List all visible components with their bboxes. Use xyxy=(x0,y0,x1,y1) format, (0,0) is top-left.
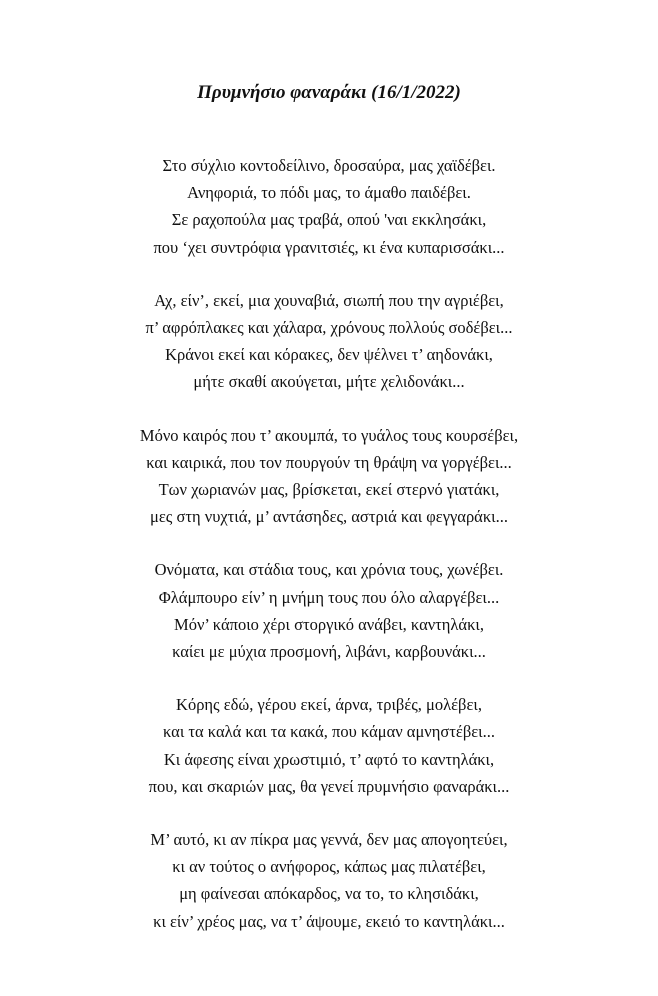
poem-line: και καιρικά, που τον πουργούν τη θράψη να γοργέβει... xyxy=(146,452,512,472)
poem-line: Κράνοι εκεί και κόρακες, δεν ψέλνει τ’ αηδονάκι, xyxy=(165,345,493,365)
poem-title: Πρυμνήσιο φαναράκι (16/1/2022) xyxy=(197,82,461,103)
stanza-6 xyxy=(0,826,658,935)
poem-line: που ‘χει συντρόφια γρανιτσιές, κι ένα κυπαρισσάκι... xyxy=(153,237,505,257)
poem-line: Σε ραχοπούλα μας τραβά, οπού 'ναι εκκλησάκι, xyxy=(171,210,487,230)
poem-line: Στο σύχλιο κοντοδείλινο, δροσαύρα, μας χαϊδέβει. xyxy=(162,156,496,175)
stanza-2 xyxy=(0,287,658,396)
poem-line: και τα καλά και τα κακά, που κάμαν αμνηστέβει... xyxy=(163,722,495,742)
poem-line: Αχ, είν’, εκεί, μια χουναβιά, σιωπή που την αγριέβει, xyxy=(154,290,504,310)
poem-line: Φλάμπουρο είν’ η μνήμη τους που όλο αλαργέβει... xyxy=(158,587,500,607)
poem-line: Κι άφεσης είναι χρωστιμιό, τ’ αφτό το καντηλάκι, xyxy=(163,749,495,769)
poem-line: Ανηφοριά, το πόδι μας, το άμαθο παιδέβει. xyxy=(187,183,471,203)
stanza-4 xyxy=(0,556,658,665)
poem-line: μήτε σκαθί ακούγεται, μήτε χελιδονάκι... xyxy=(193,372,465,392)
poem-line: κι αν τούτος ο ανήφορος, κάπως μας πιλατέβει, xyxy=(172,857,486,877)
poem-line: Των χωριανών μας, βρίσκεται, εκεί στερνό γιατάκι, xyxy=(158,480,500,500)
poem-line: που, και σκαριών μας, θα γενεί πρυμνήσιο φαναράκι... xyxy=(148,776,510,796)
stanza-3 xyxy=(0,422,658,531)
poem-line: μη φαίνεσαι απόκαρδος, να το, το κλησιδάκι, xyxy=(179,884,479,904)
poem-line: π’ αφρόπλακες και χάλαρα, χρόνους πολλούς σοδέβει... xyxy=(145,318,513,338)
poem-line: Μόνο καιρός που τ’ ακουμπά, το γυάλος τους κουρσέβει, xyxy=(139,425,519,445)
poem-line: κι είν’ χρέος μας, να τ’ άψουμε, εκειό το καντηλάκι... xyxy=(153,911,505,931)
poem-line: Μ’ αυτό, κι αν πίκρα μας γεννά, δεν μας απογοητεύει, xyxy=(150,830,508,850)
stanza-5 xyxy=(0,691,658,800)
poem-line: Ονόματα, και στάδια τους, και χρόνια τους, χωνέβει. xyxy=(154,560,504,580)
poem-line: μες στη νυχτιά, μ’ αντάσηδες, αστριά και φεγγαράκι... xyxy=(150,507,508,527)
stanza-1 xyxy=(0,152,658,261)
poem-body xyxy=(0,152,658,961)
poem-line: καίει με μύχια προσμονή, λιβάνι, καρβουνάκι... xyxy=(172,642,486,662)
poem-line: Κόρης εδώ, γέρου εκεί, άρνα, τριβές, μολέβει, xyxy=(176,695,482,715)
poem-line: Μόν’ κάποιο χέρι στοργικό ανάβει, καντηλάκι, xyxy=(174,614,484,634)
